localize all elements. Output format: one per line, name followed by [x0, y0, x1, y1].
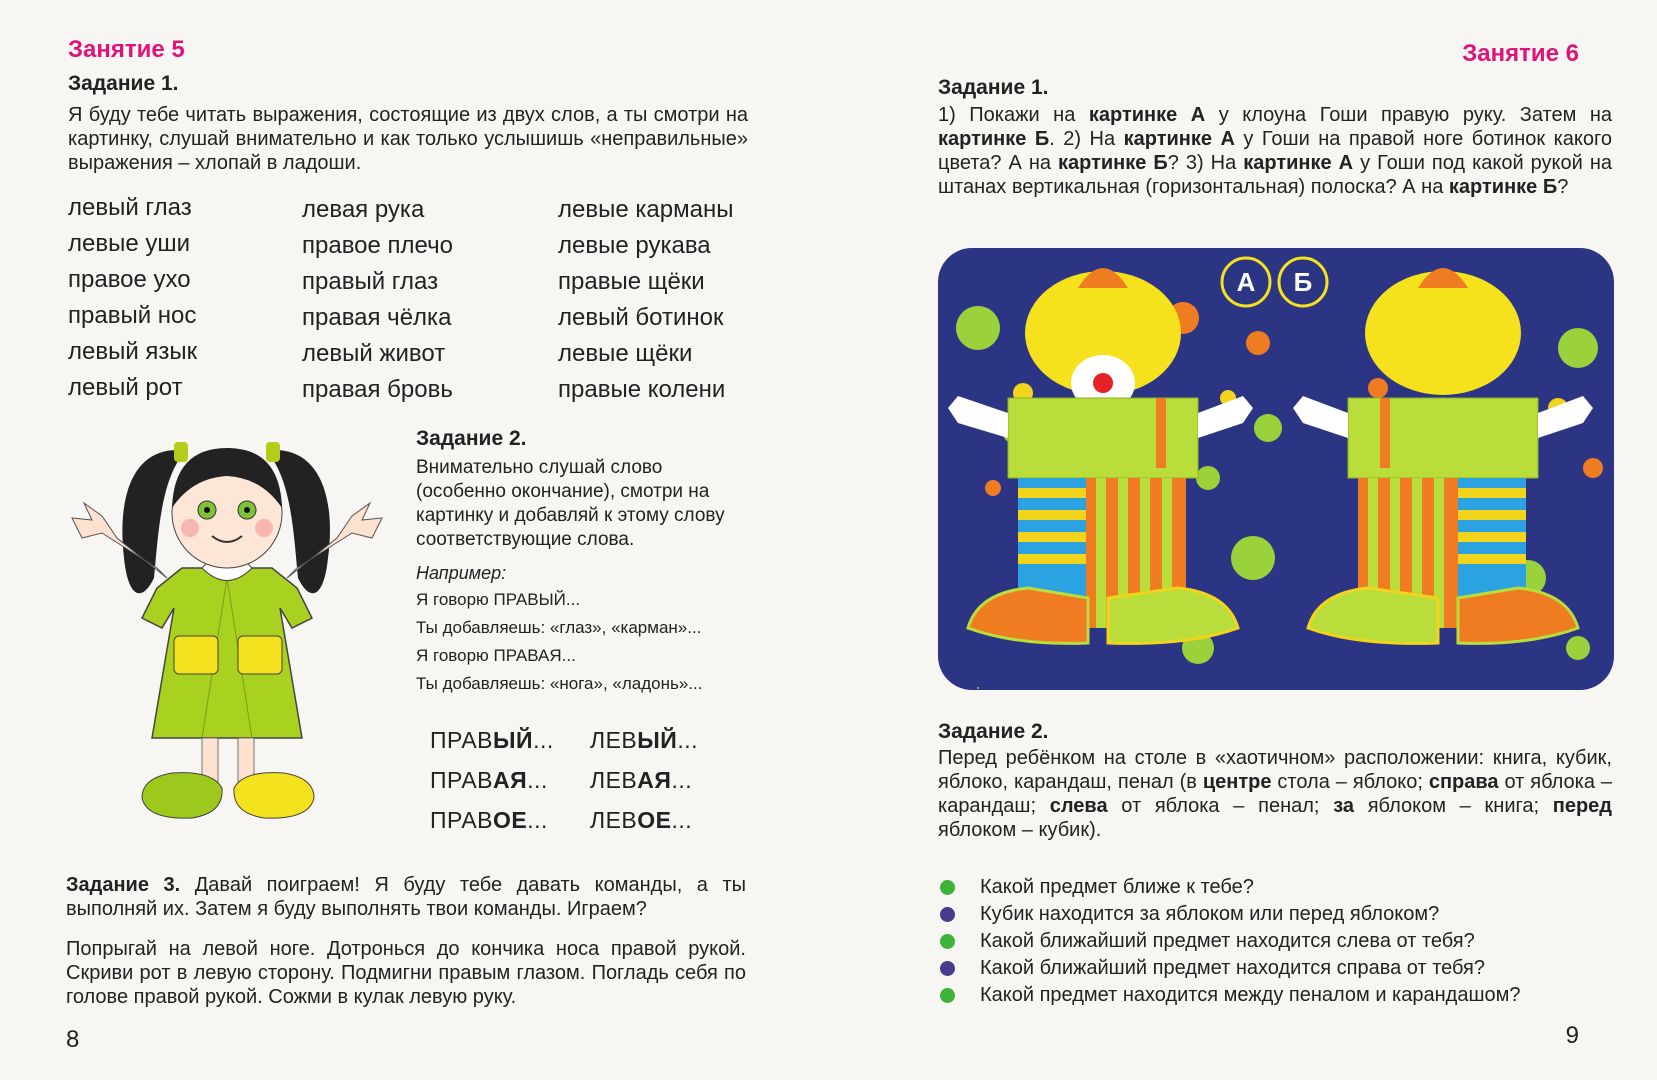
combo-stem: ПРАВ [430, 727, 494, 753]
combo-ellipsis: ... [527, 807, 548, 833]
combo-item [590, 760, 698, 800]
task1-title: Задание 1. [68, 72, 179, 95]
text-segment: ? 3) На [1167, 152, 1244, 174]
question-item [940, 901, 1521, 928]
bold-segment: за [1333, 795, 1354, 817]
combo-ending: ЫЙ [637, 727, 678, 753]
word-item: левый ботинок [558, 304, 724, 331]
task1-text: Я буду тебе читать выражения, состоящие из двух слов, а ты смотри на картинку, слушай внимательно и как только услышишь «неправильные» выражения – хлопай в ладоши. [68, 104, 748, 174]
text-segment: от яблока – карандаш; [938, 771, 1613, 817]
text-segment: 1) Покажи на [938, 104, 1089, 126]
combo-ending: АЯ [637, 767, 672, 793]
combo-stem: ЛЕВ [590, 767, 638, 793]
text-segment: . 2) На [1049, 128, 1124, 150]
word-item: левый глаз [68, 194, 192, 221]
word-item: левый рот [68, 374, 183, 401]
page-number: 8 [66, 1026, 80, 1053]
task3-commands: Попрыгай на левой ноге. Дотронься до кончика носа правой рукой. Скриви рот в левую сторону. Подмигни правым глазом. Погладь себя по голове правой рукой. Сожми в кулак левую руку. [66, 938, 746, 1008]
combo-item [590, 800, 698, 840]
clown-picture-panel [938, 248, 1614, 690]
text-segment: ? [1557, 176, 1569, 198]
combo-column-right [590, 720, 698, 840]
bullet-dot [940, 880, 955, 895]
bold-segment: картинке А [1123, 128, 1235, 150]
word-item: левые щёки [558, 340, 693, 367]
combo-stem: ЛЕВ [590, 807, 638, 833]
bold-segment: картинке Б [938, 128, 1050, 150]
word-column-3 [558, 192, 733, 408]
word-item: левые уши [68, 230, 191, 257]
word-item: левые карманы [558, 196, 734, 223]
combo-ending: ОЕ [493, 807, 528, 833]
bold-segment: картинке Б [1058, 152, 1168, 174]
combo-item [430, 800, 554, 840]
question-text: Какой предмет находится между пеналом и карандашом? [980, 984, 1521, 1006]
question-text: Кубик находится за яблоком или перед яблоком? [980, 903, 1440, 925]
word-item: правое ухо [68, 266, 191, 293]
task2-title: Задание 2. [416, 427, 527, 450]
task1-title: Задание 1. [938, 76, 1049, 99]
combo-ellipsis: ... [677, 727, 699, 753]
text-segment: Перед ребёнком на столе в «хаотичном» расположении: книга, кубик, яблоко, карандаш, пенал (в [938, 747, 1612, 793]
task3-title: Задание 3. [66, 874, 181, 896]
bullet-dot [940, 988, 955, 1003]
question-text: Какой предмет ближе к тебе? [980, 876, 1254, 898]
combo-item [430, 760, 554, 800]
text-segment: яблоком – кубик). [938, 819, 1102, 841]
text-segment: у Гоши под какой рукой на штанах вертикальная (горизонтальная) полоска? А на [938, 152, 1612, 198]
combo-item [590, 720, 698, 760]
bullet-dot [940, 907, 955, 922]
question-text: Какой ближайший предмет находится справа от тебя? [980, 957, 1485, 979]
example-label: Например: [416, 563, 507, 583]
text-segment: от яблока – пенал; [1107, 795, 1334, 817]
word-item: левый живот [302, 340, 446, 367]
question-item [940, 955, 1521, 982]
question-item [940, 874, 1521, 901]
combo-ending: АЯ [493, 767, 528, 793]
combo-stem: ЛЕВ [590, 727, 638, 753]
bold-segment: перед [1552, 795, 1612, 817]
text-segment: у клоуна Гоши правую руку. Затем на [1205, 104, 1613, 126]
example-line: Я говорю ПРАВАЯ... [416, 646, 576, 665]
combo-item [430, 720, 554, 760]
word-item: правый нос [68, 302, 197, 329]
label-b: Б [1293, 267, 1313, 297]
lesson-title: Занятие 5 [68, 36, 185, 63]
task2-text: Внимательно слушай слово (особенно окончание), смотри на картинку и добавляй к этому слову соответствующие слова. [416, 457, 725, 550]
word-item: правая чёлка [302, 304, 452, 331]
combo-ellipsis: ... [527, 767, 548, 793]
girl-illustration [62, 428, 392, 838]
bold-segment: слева [1049, 795, 1108, 817]
combo-ellipsis: ... [671, 807, 693, 833]
example-line: Ты добавляешь: «глаз», «карман»... [416, 618, 702, 637]
word-item: правый глаз [302, 268, 439, 295]
bullet-dot [940, 961, 955, 976]
task2-title: Задание 2. [938, 720, 1049, 743]
combo-column-left [430, 720, 554, 840]
bold-segment: картинке А [1088, 104, 1206, 126]
word-item: левый язык [68, 338, 198, 365]
question-item [940, 928, 1521, 955]
page-right [910, 0, 1657, 1080]
bold-segment: центре [1202, 771, 1272, 793]
example-line: Ты добавляешь: «нога», «ладонь»... [416, 674, 703, 693]
word-item: правая бровь [302, 376, 453, 403]
question-item [940, 982, 1521, 1009]
question-list [940, 874, 1521, 1009]
task3-text: Давай поиграем! Я буду тебе давать команды, а ты выполняй их. Затем я буду выполнять твои команды. Играем? [66, 874, 746, 920]
combo-stem: ПРАВ [430, 767, 494, 793]
text-segment: яблоком – книга; [1354, 795, 1553, 817]
word-item: правые колени [558, 376, 726, 403]
label-a: А [1236, 267, 1256, 297]
combo-ending: ОЕ [637, 807, 672, 833]
combo-ellipsis: ... [671, 767, 693, 793]
page-number: 9 [1565, 1022, 1579, 1049]
word-item: правые щёки [558, 268, 705, 295]
word-column-2 [302, 192, 453, 408]
lesson-title: Занятие 6 [1462, 40, 1579, 67]
question-text: Какой ближайший предмет находится слева от тебя? [980, 930, 1475, 952]
bold-segment: справа [1428, 771, 1499, 793]
word-item: левые рукава [558, 232, 711, 259]
task1-text [938, 103, 1612, 199]
text-segment: у Гоши на правой ноге ботинок какого цвета? А на [938, 128, 1613, 174]
bold-segment: картинке Б [1448, 176, 1558, 198]
word-item: правое плечо [302, 232, 453, 259]
example-line: Я говорю ПРАВЫЙ... [416, 590, 581, 609]
task3-block [66, 873, 746, 921]
task2-text [938, 746, 1612, 842]
word-column-1 [68, 190, 197, 406]
combo-ending: ЫЙ [493, 727, 534, 753]
bullet-dot [940, 934, 955, 949]
text-segment: стола – яблоко; [1271, 771, 1429, 793]
bold-segment: картинке А [1243, 152, 1354, 174]
word-item: левая рука [302, 196, 425, 223]
combo-stem: ПРАВ [430, 807, 494, 833]
combo-ellipsis: ... [533, 727, 554, 753]
